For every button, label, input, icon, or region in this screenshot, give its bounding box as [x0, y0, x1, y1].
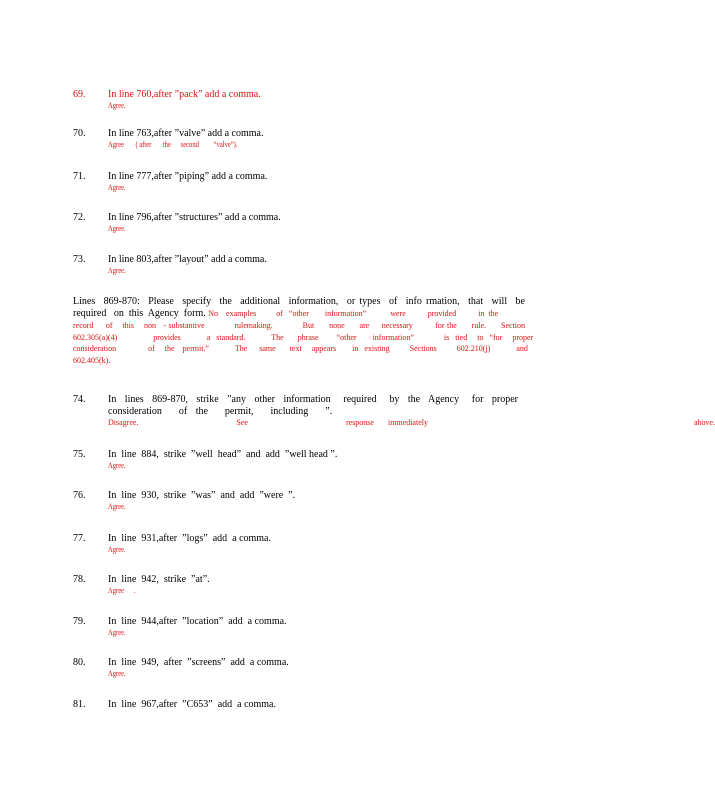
item-response: Agree. [108, 502, 126, 511]
item-number: 73. [73, 254, 86, 265]
item-number: 77. [73, 533, 86, 544]
item-text: In line 944,after ”location” add a comma. [108, 616, 287, 627]
item-response: Agree. [108, 101, 126, 110]
paragraph-response: No examples of “other information” were provided in the [208, 309, 499, 318]
item-text: In line 803,after ”layout” add a comma. [108, 254, 267, 265]
paragraph-response-line: 602.305(a)(4) provides a standard. The phrase “other information” is tied to “for proper [73, 332, 534, 342]
item-text: In line 931,after ”logs” add a comma. [108, 533, 271, 544]
item-response: Agree. [108, 461, 126, 470]
item-text: In line 777,after ”piping” add a comma. [108, 171, 268, 182]
item-response: Agree. [108, 183, 126, 192]
paragraph-text: required on this Agency form. [73, 308, 206, 319]
paragraph-response-line: record of this non - substantive rulemaking. But none are necessary for the rule. Section [73, 321, 525, 330]
item-text: In lines 869-870, strike ”any other information required by the Agency for proper [108, 394, 518, 405]
item-response: Disagree. See response immediately above. [108, 418, 715, 427]
item-number: 70. [73, 128, 86, 139]
paragraph-response-line: consideration of the permit.” The same text appears in existing Sections 602.210(j) and [73, 344, 528, 353]
item-text: In line 949, after ”screens” add a comma. [108, 657, 289, 668]
item-response: Agree. [108, 224, 126, 233]
item-number: 71. [73, 171, 86, 182]
item-number: 76. [73, 490, 86, 501]
item-text: In line 967,after ”C653” add a comma. [108, 699, 276, 710]
item-response: Agree. [108, 266, 126, 275]
comment-paragraph [73, 296, 534, 366]
item-number: 80. [73, 657, 86, 668]
item-text: In line 796,after ”structures” add a comma. [108, 212, 281, 223]
item-text: In line 930, strike ”was” and add ”were ”. [108, 490, 296, 501]
item-text: In line 942, strike ”at”. [108, 574, 210, 585]
item-response: Agree . [108, 586, 136, 595]
item-number: 74. [73, 394, 86, 405]
item-number: 69. [73, 89, 86, 100]
paragraph-response-line: 602.405(k). [73, 355, 111, 365]
paragraph-line [73, 308, 525, 320]
item-response: Agree. [108, 545, 126, 554]
item-text-block [108, 394, 715, 428]
item-text: In line 763,after ”valve” add a comma. [108, 128, 264, 139]
item-response: Agree. [108, 669, 126, 678]
item-text: In line 760,after ”pack” add a comma. [108, 89, 261, 100]
item-number: 72. [73, 212, 86, 223]
item-response: Agree. [108, 628, 126, 637]
item-number: 81. [73, 699, 86, 710]
item-text: consideration of the permit, including ”. [108, 406, 333, 417]
item-response: Agree ( after the second “valve”). [108, 140, 238, 149]
item-text: In line 884, strike ”well head” and add ”well head ”. [108, 449, 338, 460]
paragraph-line: Lines 869-870: Please specify the additional information, or types of info rmation, that will be [73, 296, 525, 307]
item-number: 79. [73, 616, 86, 627]
item-number: 75. [73, 449, 86, 460]
item-number: 78. [73, 574, 86, 585]
